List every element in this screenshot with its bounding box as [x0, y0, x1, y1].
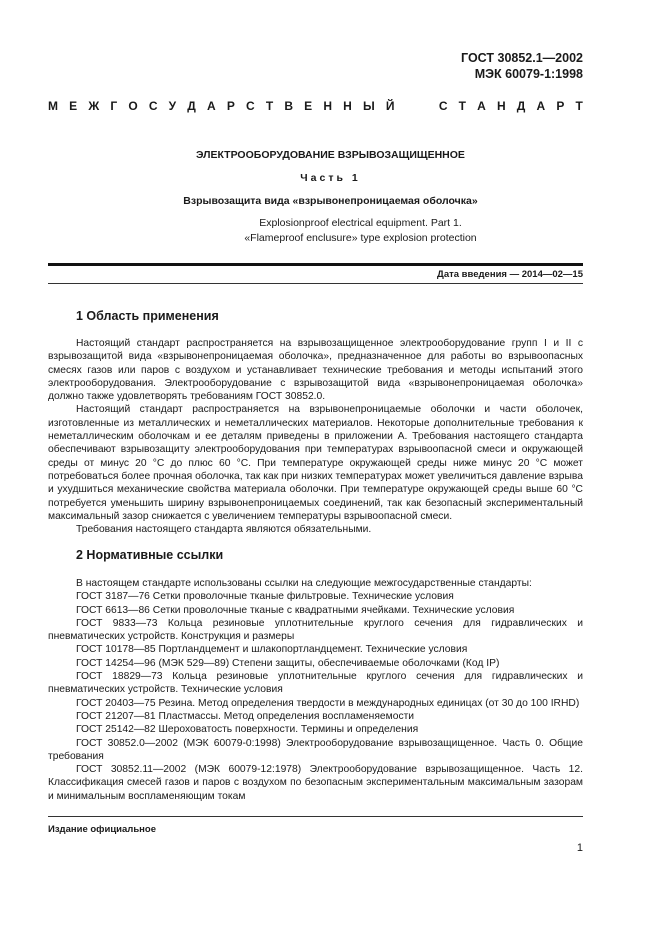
reference-item: ГОСТ 6613—86 Сетки проволочные тканые с квадратными ячейками. Технические условия — [76, 604, 515, 616]
reference-item: ГОСТ 20403—75 Резина. Метод определения твердости в международных единицах (от 30 до 100 IRHD) — [76, 697, 580, 709]
interstate-banner-letter: С — [148, 99, 158, 113]
english-title-line-1: Explosionproof electrical equipment. Part 1. — [259, 217, 462, 229]
interstate-banner-letter: В — [284, 99, 293, 113]
interstate-banner-letter: Е — [304, 99, 313, 113]
document-subtitle: Взрывозащита вида «взрывонепроницаемая оболочка» — [183, 195, 478, 207]
page-number: 1 — [576, 842, 583, 854]
section-1-paragraph: Настоящий стандарт распространяется на взрывозащищенное электрооборудование групп I и II с взрывозащитой вида «взрывонепроницаемая оболочка», предназначенное для работы во взрывоопасных смесях газов или паров с воздухом и устанавливает технические требования и методы испытаний этого электрооборудования. Электрооборудование с взрывозащитой вида «взрывонепроницаемая оболочка» должно также удовлетворять требованиям ГОСТ 30852.0. — [48, 338, 583, 403]
interstate-banner-letter: Е — [69, 99, 78, 113]
interstate-banner-letter: А — [536, 99, 546, 113]
document-part: Часть 1 — [300, 172, 361, 184]
interstate-banner-letter: Р — [226, 99, 235, 113]
standard-code-gost: ГОСТ 30852.1—2002 — [461, 51, 583, 65]
interstate-banner-letter: Н — [323, 99, 332, 113]
reference-item: ГОСТ 21207—81 Пластмассы. Метод определения воспламеняемости — [76, 710, 415, 722]
interstate-standard-banner — [48, 99, 583, 113]
standard-code-block — [461, 50, 583, 82]
reference-item: ГОСТ 14254—96 (МЭК 529—89) Степени защиты, обеспечиваемые оболочками (Код IP) — [76, 657, 500, 669]
reference-item: ГОСТ 10178—85 Портландцемент и шлакопортландцемент. Технические условия — [76, 644, 468, 656]
interstate-banner-letter: Й — [385, 99, 395, 113]
reference-item: ГОСТ 25142—82 Шероховатость поверхности. Термины и определения — [76, 724, 419, 736]
interstate-banner-letter: Т — [458, 99, 466, 113]
normative-references-list — [48, 577, 583, 803]
footer-divider — [48, 816, 583, 817]
interstate-banner-letter: У — [168, 99, 177, 113]
interstate-banner-letter: С — [245, 99, 255, 113]
introduction-date: Дата введения — 2014—02—15 — [437, 269, 583, 280]
section-2-heading: 2 Нормативные ссылки — [76, 548, 224, 562]
interstate-banner-letter: О — [128, 99, 138, 113]
interstate-banner-letter: Ж — [88, 99, 100, 113]
reference-item: ГОСТ 3187—76 Сетки проволочные тканые фильтровые. Технические условия — [76, 591, 454, 603]
interstate-banner-letter: Т — [265, 99, 274, 113]
english-title-line-2: «Flameproof enclusure» type explosion protection — [244, 232, 477, 244]
interstate-banner-gap — [406, 99, 428, 113]
document-title: ЭЛЕКТРООБОРУДОВАНИЕ ВЗРЫВОЗАЩИЩЕННОЕ — [196, 149, 465, 161]
standard-code-iec: МЭК 60079-1:1998 — [474, 67, 583, 81]
interstate-banner-letter: Ы — [362, 99, 375, 113]
interstate-banner-letter: Д — [516, 99, 526, 113]
title-divider-thin — [48, 283, 583, 284]
english-title — [180, 216, 541, 246]
section-1-paragraph: Требования настоящего стандарта являются обязательными. — [76, 524, 372, 536]
interstate-banner-letter: Н — [343, 99, 352, 113]
interstate-banner-letter: Т — [575, 99, 583, 113]
interstate-banner-letter: А — [477, 99, 486, 113]
official-edition-label: Издание официальное — [48, 824, 156, 835]
reference-item: ГОСТ 30852.11—2002 (МЭК 60079-12:1978) Электрооборудование взрывозащищенное. Часть 12. Классификация смесей газов и паров с воздухом по безопасным экспериментальным максимальным зазорам и минимальным воспламеняющим токам — [48, 764, 583, 802]
section-1-body — [48, 337, 583, 536]
interstate-banner-letter: А — [206, 99, 216, 113]
interstate-banner-letter: Г — [110, 99, 118, 113]
interstate-banner-letter: М — [48, 99, 58, 113]
interstate-banner-letter: Д — [187, 99, 196, 113]
section-1-paragraph: Настоящий стандарт распространяется на взрывонепроницаемые оболочки и части оболочек, изготовленные из металлических и неметаллических материалов. Некоторые дополнительные требования к неметаллическим оболочкам и ее деталям приведены в приложении А. Требования настоящего стандарта обеспечивают взрывозащиту электрооборудования при температурах взрывоопасной смеси и окружающей среды от минус 20 °С до плюс 60 °С. При температуре окружающей среды ниже минус 20 °С может потребоваться более прочная оболочка, так как при низких температурах может увеличиться давление взрыва и ухудшиться механические свойства материала оболочки. При температуре окружающей среды выше 60 °С потребуется уменьшить ширину взрывонепроницаемых соединений, так как безопасный экспериментальный максимальный зазор снижается с увеличением температуры взрывоопасной смеси. — [48, 404, 583, 522]
interstate-banner-letter: С — [438, 99, 448, 113]
interstate-banner-letter: Н — [496, 99, 506, 113]
reference-item: ГОСТ 9833—73 Кольца резиновые уплотнительные круглого сечения для гидравлических и пневматических устройств. Конструкция и размеры — [48, 617, 583, 643]
title-divider-thick — [48, 263, 583, 266]
reference-item: ГОСТ 18829—73 Кольца резиновые уплотнительные круглого сечения для гидравлических и пневматических устройств. Технические условия — [48, 671, 583, 696]
reference-item: ГОСТ 30852.0—2002 (МЭК 60079-0:1998) Электрооборудование взрывозащищенное. Часть 0. Общие требования — [48, 737, 583, 762]
interstate-banner-letter: Р — [556, 99, 565, 113]
reference-item: В настоящем стандарте использованы ссылки на следующие межгосударственные стандарты: — [76, 578, 532, 589]
section-1-heading: 1 Область применения — [76, 309, 219, 323]
